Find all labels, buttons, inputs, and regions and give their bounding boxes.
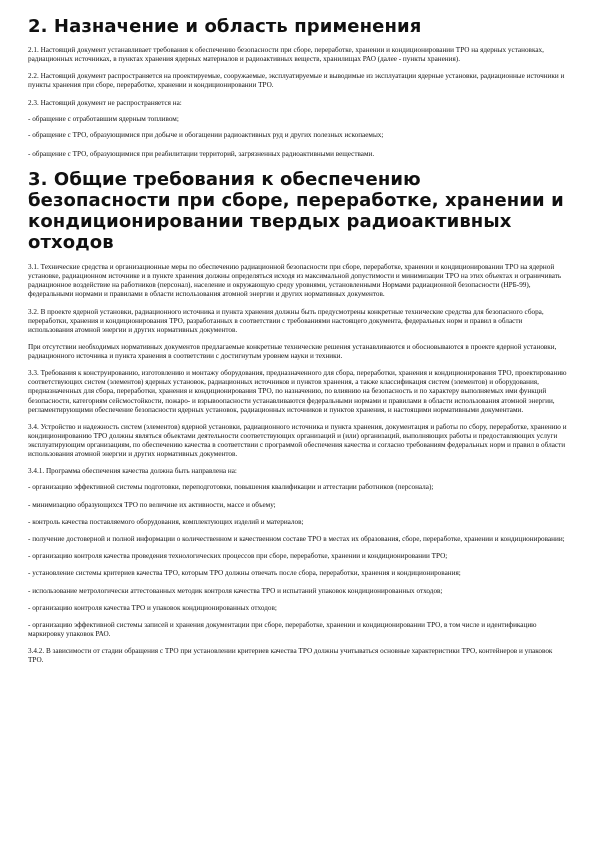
list-item-training: - организацию эффективной системы подготовки, переподготовки, повышения квалификации и аттестации работников (персонала); (28, 483, 434, 492)
list-item-rehabilitation: - обращение с ТРО, образующимися при реабилитации территорий, загрязненных радиоактивными веществами. (28, 150, 375, 159)
paragraph-3-1: 3.1. Технические средства и организационные меры по обеспечению радиационной безопасности при сборе, переработке, хранении и кондиционировании ТРО на ядерной установке, радиационном источнике и в пункте хранения должны определяться исходя из максимальной допустимости и минимизации ТРО на этих объектах и ограничивать радиационное воздействие на работников (персонал), население и окружающую среду уровнями, установленными Нормами радиационной безопасности (НРБ-99), федеральными нормами и правилами в области использования атомной энергии и других нормативных документов. (28, 263, 562, 299)
paragraph-3-2-note: При отсутствии необходимых нормативных документов предлагаемые конкретные технические решения устанавливаются и обосновываются в проекте ядерной установки, радиационного источника и пункта хранения в соответствии с достигнутым уровнем науки и техники. (28, 342, 557, 361)
document-page (28, 14, 568, 834)
list-item-quality-control: - организацию контроля качества ТРО и упаковок кондиционированных отходов; (28, 603, 277, 612)
list-item-minimization: - минимизацию образующихся ТРО по величине их активности, массе и объему; (28, 500, 276, 509)
list-item-spent-fuel: - обращение с отработавшим ядерным топливом; (28, 114, 179, 123)
list-item-criteria: - установление системы критериев качества ТРО, которым ТРО должны отвечать после сбора, переработки, хранения и кондиционирования; (28, 569, 461, 578)
list-item-records: - организацию эффективной системы записей и хранения документации при сборе, переработке, хранении и кондиционировании ТРО, в том числе и идентификацию маркировку упаковок РАО. (28, 620, 537, 639)
section-2-heading: 2. Назначение и область применения (28, 16, 422, 37)
paragraph-2-1: 2.1. Настоящий документ устанавливает требования к обеспечению безопасности при сборе, переработке, хранении и кондиционировании ТРО на ядерных установках, радиационных источниках, в пунктах хранения ядерных материалов и радиоактивных веществ, хранилищах РАО (далее - пункты хранения). (28, 46, 544, 64)
paragraph-3-4: 3.4. Устройство и надежность систем (элементов) ядерной установки, радиационного источника и пункта хранения, документация и работы по сбору, переработке, хранению и кондиционированию ТРО должны являться объектами деятельности соответствующих организаций и (или) организаций, выполняющих работы и предоставляющих услуги эксплуатирующим организациям, по обеспечению качества в соответствии с программой обеспечения качества и согласно требованиям федеральных норм и правил в области использования атомной энергии и других нормативных документов. (28, 422, 567, 459)
section-3-heading: 3. Общие требования к обеспечению безопасности при сборе, переработке, хранении и кондиционировании твердых радиоактивных отходов (28, 169, 564, 254)
paragraph-3-4-2: 3.4.2. В зависимости от стадии обращения с ТРО при установлении критериев качества ТРО должны учитываться основные характеристики ТРО, контейнеров и упаковок ТРО. (28, 647, 553, 665)
paragraph-3-2: 3.2. В проекте ядерной установки, радиационного источника и пункта хранения должны быть предусмотрены конкретные технические средства для безопасного сбора, переработки, хранения и кондиционирования ТРО, разработанных в соответствии с требованиями настоящего документа, федеральных норм и правил в области использования атомной энергии и других нормативных документов. (28, 307, 544, 334)
list-item-mining: - обращение с ТРО, образующимися при добыче и обогащении радиоактивных руд и других полезных ископаемых; (28, 130, 384, 139)
list-item-process-control: - организацию контроля качества проведения технологических процессов при сборе, переработке, хранении и кондиционировании ТРО; (28, 552, 448, 561)
paragraph-3-3: 3.3. Требования к конструированию, изготовлению и монтажу оборудования, предназначенного для сбора, переработки, хранения и кондиционирования ТРО, проектированию соответствующих систем (элементов) ядерных установок, радиационных источников и пунктов хранения, а также классификация систем (элементов) и оборудования, предназначенных для сбора, переработки, хранения и кондиционирования ТРО, по назначению, по влиянию на безопасность и по характеру выполняемых ими функций безопасности, категориям сейсмостойкости, пожаро- и взрывоопасности устанавливаются федеральными нормами и правилами в области использования атомной энергии, регламентирующими обеспечение безопасности ядерных установок, радиационных источников и пунктов хранения, и настоящими нормативными документами. (28, 369, 567, 414)
paragraph-3-4-1: 3.4.1. Программа обеспечения качества должна быть направлена на: (28, 467, 237, 476)
paragraph-2-3: 2.3. Настоящий документ не распространяется на: (28, 98, 182, 107)
list-item-information: - получение достоверной и полной информации о количественном и качественном составе ТРО в местах их образования, сборе, переработке, хранении и кондиционировании; (28, 535, 565, 544)
list-item-supply-control: - контроль качества поставляемого оборудования, комплектующих изделий и материалов; (28, 517, 304, 526)
list-item-metrology: - использование метрологически аттестованных методик контроля качества ТРО и испытаний упаковок кондиционированных отходов; (28, 586, 443, 595)
paragraph-2-2: 2.2. Настоящий документ распространяется на проектируемые, сооружаемые, эксплуатируемые и выводимые из эксплуатации ядерные установки, радиационные источники и пункты хранения при сборе, переработке, хранении и кондиционировании ТРО. (28, 72, 565, 90)
